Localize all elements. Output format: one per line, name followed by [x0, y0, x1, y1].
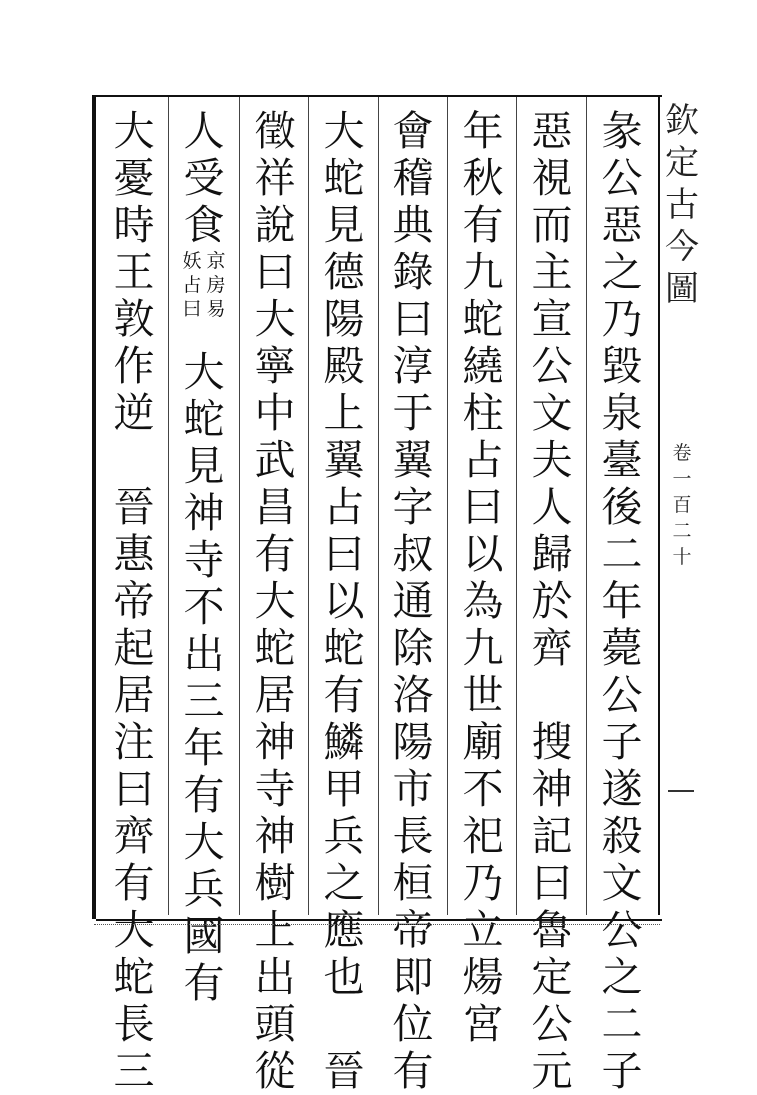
char: 陽 [323, 295, 365, 343]
char: 有 [183, 959, 225, 1007]
char: 以 [462, 530, 504, 578]
char: 典 [392, 201, 434, 249]
char: 夫 [531, 436, 573, 484]
char: 祥 [254, 154, 296, 202]
char: 叔 [392, 530, 434, 578]
margin-title-char: 欽 [665, 101, 699, 141]
char: 也 [323, 953, 365, 1001]
char: 淳 [392, 342, 434, 390]
char: 搜 [531, 718, 573, 766]
char: 蛇 [462, 295, 504, 343]
char: 神 [531, 765, 573, 813]
char: 不 [183, 583, 225, 631]
char: 立 [462, 906, 504, 954]
margin-volume-char: 一 [672, 468, 692, 490]
char: 位 [392, 1000, 434, 1048]
blank-space [528, 672, 576, 719]
char: 敦 [113, 295, 155, 343]
char: 年 [462, 107, 504, 155]
char: 大 [323, 107, 365, 155]
char: 蛇 [183, 395, 225, 443]
char: 長 [113, 1000, 155, 1048]
blank-space [110, 437, 158, 484]
char: 洛 [392, 671, 434, 719]
char: 王 [113, 248, 155, 296]
column-rule [586, 97, 587, 915]
char: 晉 [323, 1047, 365, 1095]
margin-volume-char: 卷 [672, 442, 692, 464]
char: 見 [183, 442, 225, 490]
char: 大 [113, 906, 155, 954]
char: 有 [113, 859, 155, 907]
char: 蛇 [323, 154, 365, 202]
char: 子 [601, 718, 643, 766]
note-char: 京 [206, 250, 226, 272]
char: 占 [462, 436, 504, 484]
char: 公 [601, 671, 643, 719]
note-char: 曰 [182, 298, 202, 320]
char: 曰 [113, 765, 155, 813]
char: 昌 [254, 483, 296, 531]
char: 大 [113, 107, 155, 155]
column-rule [239, 97, 240, 915]
char: 宣 [531, 295, 573, 343]
margin-volume-char: 百 [672, 494, 692, 516]
char: 有 [392, 1047, 434, 1095]
char: 見 [323, 201, 365, 249]
blank-space [320, 1001, 368, 1048]
char: 三 [113, 1047, 155, 1095]
char: 二 [601, 1000, 643, 1048]
char: 曰 [531, 859, 573, 907]
char: 之 [601, 953, 643, 1001]
char: 出 [183, 630, 225, 678]
char: 起 [113, 624, 155, 672]
char: 字 [392, 483, 434, 531]
char: 蛇 [323, 624, 365, 672]
char: 公 [531, 342, 573, 390]
char: 寧 [254, 342, 296, 390]
char: 樹 [254, 859, 296, 907]
char: 祀 [462, 812, 504, 860]
char: 九 [462, 248, 504, 296]
char: 居 [113, 671, 155, 719]
char: 煬 [462, 953, 504, 1001]
char: 有 [183, 771, 225, 819]
char: 大 [183, 818, 225, 866]
char: 時 [113, 201, 155, 249]
char: 即 [392, 953, 434, 1001]
char: 大 [254, 577, 296, 625]
char: 翼 [323, 436, 365, 484]
char: 彖 [601, 107, 643, 155]
char: 大 [254, 295, 296, 343]
char: 元 [531, 1047, 573, 1095]
char: 帝 [113, 577, 155, 625]
char: 兵 [323, 812, 365, 860]
char: 陽 [392, 718, 434, 766]
char: 秋 [462, 154, 504, 202]
char: 會 [392, 107, 434, 155]
margin-title-char: 古 [665, 185, 699, 225]
char: 甲 [323, 765, 365, 813]
char: 應 [323, 906, 365, 954]
char: 有 [254, 530, 296, 578]
char: 而 [531, 201, 573, 249]
char: 之 [323, 859, 365, 907]
char: 歸 [531, 530, 573, 578]
char: 徵 [254, 107, 296, 155]
char: 殿 [323, 342, 365, 390]
char: 年 [183, 724, 225, 772]
char: 寺 [254, 765, 296, 813]
char: 受 [183, 154, 225, 202]
page-bottom-edge [94, 918, 660, 925]
char: 從 [254, 1047, 296, 1095]
char: 惠 [113, 530, 155, 578]
char: 翼 [392, 436, 434, 484]
char: 頭 [254, 1000, 296, 1048]
char: 通 [392, 577, 434, 625]
char: 國 [183, 912, 225, 960]
note-char: 妖 [182, 250, 202, 272]
char: 柱 [462, 389, 504, 437]
char: 文 [601, 859, 643, 907]
char: 上 [254, 906, 296, 954]
margin-title-char: 今 [665, 227, 699, 267]
char: 毀 [601, 342, 643, 390]
char: 薨 [601, 624, 643, 672]
char: 曰 [392, 295, 434, 343]
char: 定 [531, 953, 573, 1001]
char: 不 [462, 765, 504, 813]
margin-title [664, 100, 700, 310]
char: 帝 [392, 906, 434, 954]
text-column-5 [320, 108, 368, 1095]
char: 市 [392, 765, 434, 813]
annotation-note-left [181, 249, 203, 349]
char: 遂 [601, 765, 643, 813]
char: 蛇 [254, 624, 296, 672]
char: 記 [531, 812, 573, 860]
char: 文 [531, 389, 573, 437]
char: 說 [254, 201, 296, 249]
column-rule [168, 97, 169, 915]
column-rule [516, 97, 517, 915]
char: 寺 [183, 536, 225, 584]
char: 有 [462, 201, 504, 249]
char: 中 [254, 389, 296, 437]
note-char: 房 [206, 274, 226, 296]
char: 視 [531, 154, 573, 202]
note-char: 占 [182, 274, 202, 296]
char: 人 [183, 107, 225, 155]
char: 蛇 [113, 953, 155, 1001]
char: 武 [254, 436, 296, 484]
char: 公 [601, 906, 643, 954]
char: 錄 [392, 248, 434, 296]
char: 後 [601, 483, 643, 531]
column-rule [308, 97, 309, 915]
char: 晉 [113, 483, 155, 531]
char: 二 [601, 530, 643, 578]
char: 食 [183, 201, 225, 249]
char: 惡 [531, 107, 573, 155]
char: 神 [254, 812, 296, 860]
char: 以 [323, 577, 365, 625]
char: 有 [323, 671, 365, 719]
char: 三 [183, 677, 225, 725]
char: 世 [462, 671, 504, 719]
margin-title-char: 定 [665, 143, 699, 183]
char: 齊 [113, 812, 155, 860]
char: 公 [601, 154, 643, 202]
char: 繞 [462, 342, 504, 390]
char: 德 [323, 248, 365, 296]
margin-volume [668, 440, 696, 570]
char: 殺 [601, 812, 643, 860]
text-column-2 [528, 108, 576, 1095]
char: 大 [183, 348, 225, 396]
margin-volume-char: 二 [672, 520, 692, 542]
char: 注 [113, 718, 155, 766]
char: 稽 [392, 154, 434, 202]
char: 曰 [462, 483, 504, 531]
char: 逆 [113, 389, 155, 437]
char: 乃 [462, 859, 504, 907]
annotation-note-right [205, 249, 227, 349]
text-column-3 [459, 108, 507, 1048]
char: 曰 [323, 530, 365, 578]
text-column-7 [180, 108, 228, 1007]
column-rule [378, 97, 379, 915]
text-column-8 [110, 108, 158, 1095]
char: 子 [601, 1047, 643, 1095]
char: 惡 [601, 201, 643, 249]
text-column-1 [598, 108, 646, 1095]
margin-volume-char: 十 [672, 546, 692, 568]
char: 神 [183, 489, 225, 537]
char: 乃 [601, 295, 643, 343]
char: 齊 [531, 624, 573, 672]
char: 宮 [462, 1000, 504, 1048]
column-rule [447, 97, 448, 915]
char: 兵 [183, 865, 225, 913]
char: 主 [531, 248, 573, 296]
char: 桓 [392, 859, 434, 907]
text-column-6 [251, 108, 299, 1095]
char: 長 [392, 812, 434, 860]
char: 出 [254, 953, 296, 1001]
char: 臺 [601, 436, 643, 484]
char: 作 [113, 342, 155, 390]
char: 居 [254, 671, 296, 719]
char: 泉 [601, 389, 643, 437]
note-char: 易 [206, 298, 226, 320]
char: 鱗 [323, 718, 365, 766]
text-column-4 [389, 108, 437, 1095]
char: 憂 [113, 154, 155, 202]
char: 年 [601, 577, 643, 625]
char: 曰 [254, 248, 296, 296]
char: 於 [531, 577, 573, 625]
margin-title-char: 圖 [665, 269, 699, 309]
annotation-note [180, 249, 228, 349]
char: 上 [323, 389, 365, 437]
margin-dash [668, 790, 694, 792]
char: 于 [392, 389, 434, 437]
char: 九 [462, 624, 504, 672]
char: 神 [254, 718, 296, 766]
char: 廟 [462, 718, 504, 766]
page-right-edge [658, 97, 660, 915]
char: 人 [531, 483, 573, 531]
char: 公 [531, 1000, 573, 1048]
char: 魯 [531, 906, 573, 954]
char: 除 [392, 624, 434, 672]
char: 之 [601, 248, 643, 296]
char: 占 [323, 483, 365, 531]
char: 為 [462, 577, 504, 625]
